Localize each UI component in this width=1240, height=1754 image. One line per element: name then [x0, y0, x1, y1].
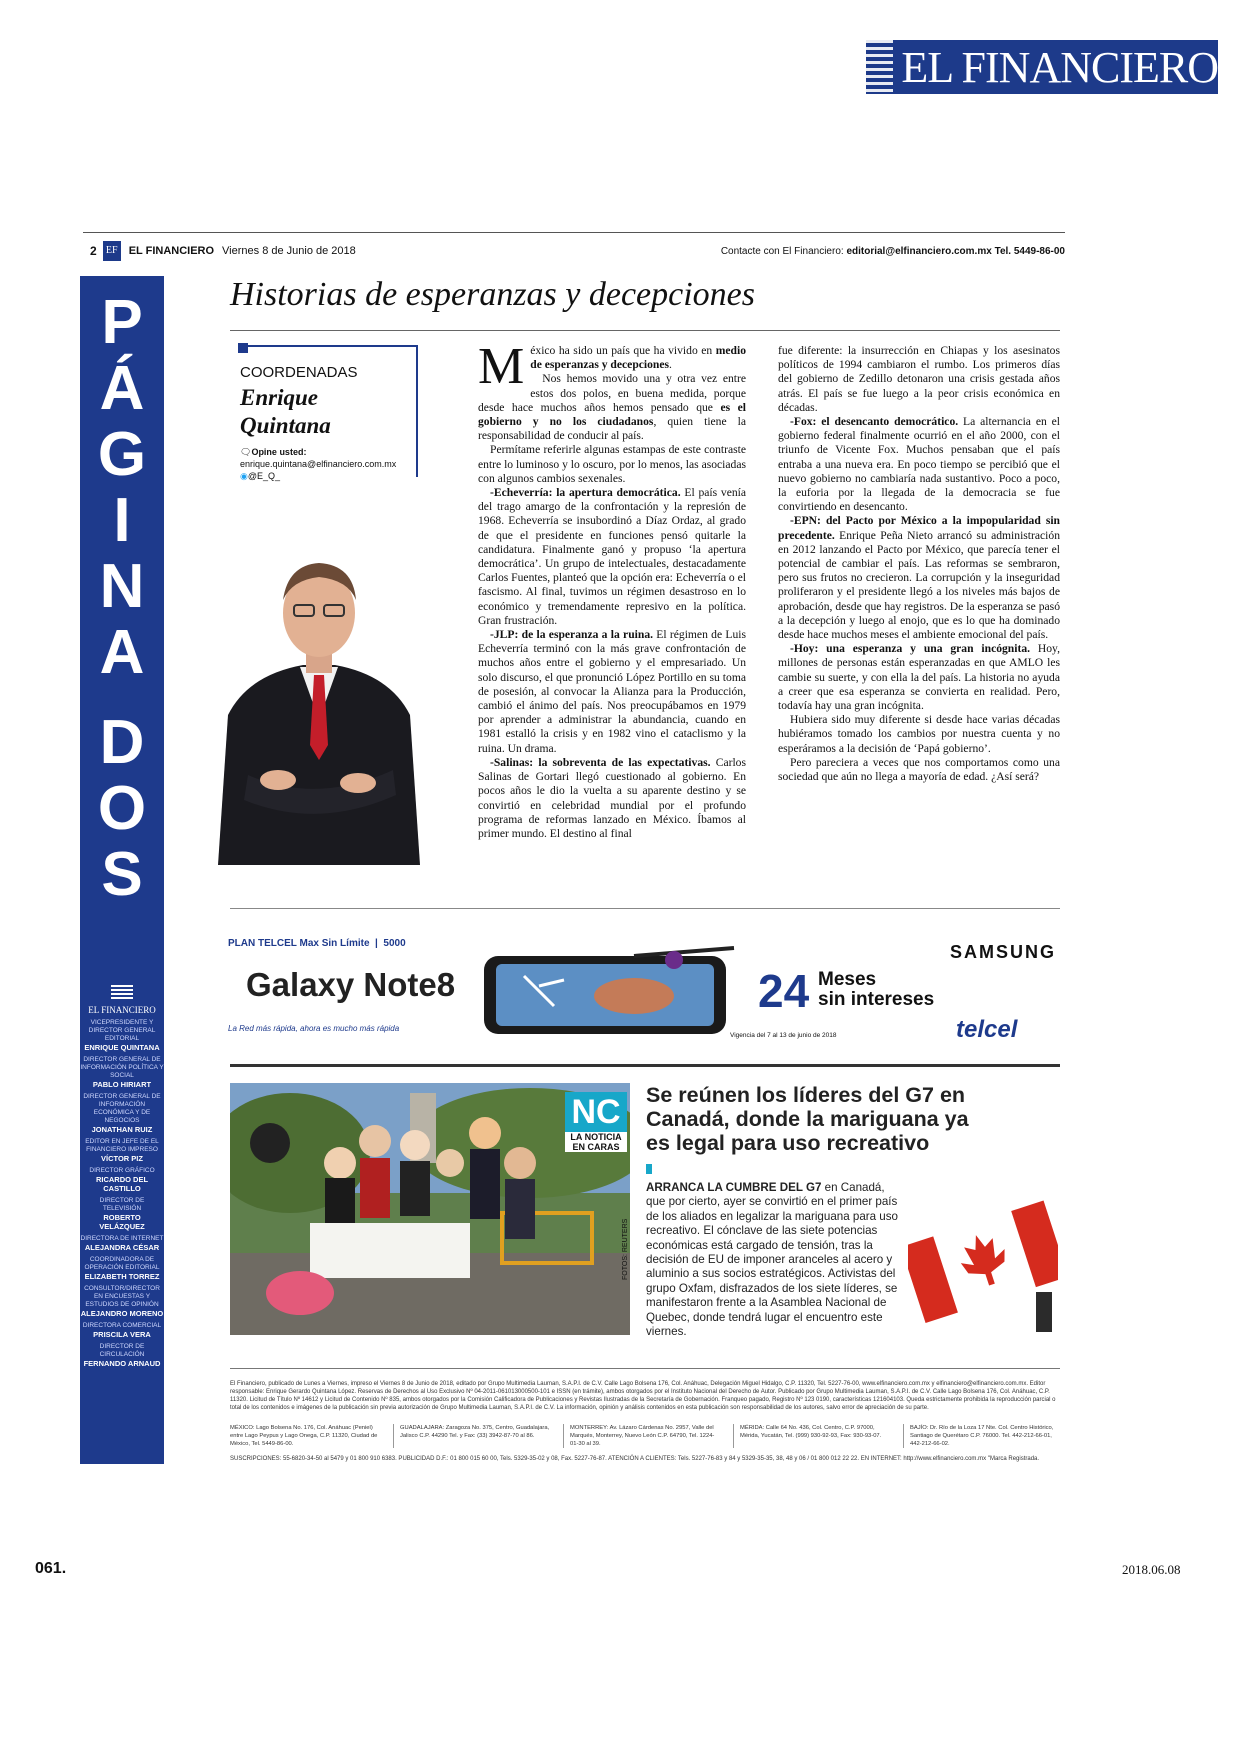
footer-rule: [230, 1368, 1060, 1369]
article-paragraph: -EPN: del Pacto por México a la impopularidad sin precedente. Enrique Peña Nieto arrancó su administración en 2012 lanzando el Pacto por México, que parecía tener el potencial de cambiar el país. Las reformas se sembraron, pero sus frutos no crecieron. La corrupción y la inseguridad proliferaron y el presidente llegó a los niveles más bajos de aprobación, desde que hay registros. De la esperanza se pasó a la decepción y luego al enojo, que es lo que ha dominado desde hace muchos meses el ambiente emocional del país.: [778, 514, 1060, 642]
staff-role: VICEPRESIDENTE Y DIRECTOR GENERAL EDITORIAL: [88, 1019, 156, 1042]
office-addresses: [230, 1424, 1060, 1448]
article-paragraph: -Fox: el desencanto democrático. La alternancia en el gobierno federal finalmente ocurrió en el año 2000, con el triunfo de Vicente Fox. Muchos pensaban que el país entraba a una nueva era. En poco tiempo se percibió que el nuevo gobierno no cambiaría nada sustantivo. Poco a poco, la euforia por la llegada de la democracia se fue convirtiendo en desencanto.: [778, 415, 1060, 514]
staff-role: DIRECTOR GRÁFICO: [89, 1167, 155, 1174]
article-paragraph: fue diferente: la insurrección en Chiapas y los asesinatos políticos de 1994 cambiaron el rumbo. Los primeros días del gobierno de Zedillo detonaron una crisis gestada años atrás. El país se fue luego a la peor crisis económica en décadas.: [778, 344, 1060, 414]
author-email: enrique.quintana@elfinanciero.com.mx: [240, 459, 397, 469]
masthead-title: EL FINANCIERO: [901, 42, 1218, 92]
headline-rule: [230, 330, 1060, 331]
canada-flag-image: [908, 1182, 1058, 1332]
g7-marker: [646, 1164, 652, 1174]
nc-badge-label: NC: [565, 1092, 627, 1132]
ef-logo: EF: [103, 241, 121, 261]
article-paragraph: Pero pareciera a veces que nos comportamos como una sociedad que aún no llega a mayoría de edad. ¿Así será?: [778, 755, 1060, 784]
staff-name: FERNANDO ARNAUD: [83, 1359, 161, 1368]
article-paragraph: éxico ha sido un país que ha vivido en medio de esperanzas y decepciones.: [530, 344, 746, 372]
sidebar-title-letter: O: [97, 774, 147, 843]
section-rule: [230, 908, 1060, 909]
clip-date: 2018.06.08: [1122, 1562, 1181, 1577]
staff-name: ELIZABETH TORREZ: [84, 1272, 160, 1281]
sidebar-title-letter: G: [97, 420, 147, 489]
header-contact: [721, 246, 1065, 257]
sidebar-title-letter: D: [99, 708, 145, 777]
article-headline: Historias de esperanzas y decepciones: [230, 276, 756, 313]
sidebar-title-letter: I: [113, 486, 131, 555]
article-column-1: [478, 338, 747, 841]
sidebar-title-letter: P: [101, 288, 143, 357]
author-contact: [240, 446, 396, 482]
photo-credit: FOTOS: REUTERS: [622, 1218, 629, 1280]
sidebar-title-letter: N: [99, 552, 145, 621]
telcel-ad: [228, 928, 1058, 1046]
g7-body: [646, 1181, 898, 1339]
staff-name: JONATHAN RUIZ: [91, 1125, 153, 1134]
article-paragraph: -Echeverría: la apertura democrática. El país venía del trago amargo de la confrontación y la represión de 1968. Echeverría se insubordinó a Díaz Ordaz, al grado de que el presidente en funciones pensó quitarle la candidatura. Finalmente ganó y propuso ‘la apertura democrática’. Un grupo de intelectuales, destacadamente Carlos Fuentes, planteó que la opción era: Echeverría o el fascismo. Al final, tuvimos un régimen desastroso en lo económico y tremendamente represivo en la política. Gran frustración.: [478, 486, 747, 627]
legal-notice: El Financiero, publicado de Lunes a Viernes, impreso el Viernes 8 de Junio de 2018, editado por Grupo Multimedia Lauman, S.A.P.I. de C.V. Calle Lago Bolsena 176, Col. Anáhuac, Delegación Miguel Hidalgo, C.P. 11320, Tel. 5227-76-00, www.elfinanciero.com.mx y elfinanciero@elfinanciero.com.mx. Editor responsable: Enrique Gerardo Quintana López. Reservas de Derechos al Uso Exclusivo Nº 04-2011-061013000500-101 e ISSN (en trámite), ambos otorgados por el Instituto Nacional del Derecho de Autor. Publicado por Grupo Multimedia Lauman, S.A.P.I. de C.V. Calle Lago Bolsena 176, Col. Anáhuac, C.P. 11320. Licitud de Título Nº 14612 y Licitud de Contenido Nº 835, ambos otorgados por la Comisión Calificadora de Publicaciones y Revistas Ilustradas de la Secretaría de Gobernación. Franqueo pagado, Registro Nº 123 0190, características 121604103. Queda estrictamente prohibida la reproducción parcial o total de los contenidos e imágenes de la publicación sin previa autorización de Grupo Multimedia Lauman, S.A.P.I. de C.V. La información, opinión y análisis contenidos en esta publicación son responsabilidad de los autores, salvo error de apreciación de su parte.: [230, 1381, 1056, 1411]
header-brand: EL FINANCIERO: [128, 245, 215, 257]
staff-name: ALEJANDRA CÉSAR: [84, 1243, 160, 1252]
staff-role: DIRECTOR DE CIRCULACIÓN: [99, 1343, 145, 1358]
contact-email: editorial@elfinanciero.com.mx: [846, 245, 992, 257]
author-first-name: Enrique: [240, 385, 318, 410]
staff-logo-icon: [111, 985, 133, 1001]
contact-prefix: Contacte con El Financiero:: [720, 245, 844, 257]
staff-role: DIRECTORA DE INTERNET: [80, 1235, 164, 1242]
author-portrait: [208, 545, 430, 865]
staff-role: EDITOR EN JEFE DE EL FINANCIERO IMPRESO: [85, 1138, 159, 1153]
staff-role: DIRECTOR DE TELEVISIÓN: [99, 1197, 145, 1212]
staff-name: PRISCILA VERA: [93, 1330, 151, 1339]
opine-label: Opine usted:: [251, 447, 307, 457]
staff-name: VÍCTOR PIZ: [101, 1154, 143, 1163]
ad-validity: Vigencia del 7 al 13 de junio de 2018: [730, 1032, 837, 1039]
sidebar-title: [80, 290, 164, 908]
g7-lead: ARRANCA LA CUMBRE DEL G7: [646, 1181, 822, 1194]
staff-name: RICARDO DEL CASTILLO: [95, 1175, 149, 1193]
article-paragraph: Permítame referirle algunas estampas de este contraste entre lo luminoso y lo oscuro, por lo menos, las asociadas con algunos cambios sexenales.: [478, 443, 746, 485]
contact-tel: Tel. 5449-86-00: [994, 245, 1065, 257]
author-box-marker: [238, 343, 248, 353]
sidebar-title-letter: Á: [99, 354, 145, 423]
staff-name: PABLO HIRIART: [92, 1080, 152, 1089]
staff-role: COORDINADORA DE OPERACIÓN EDITORIAL: [84, 1256, 160, 1271]
staff-role: DIRECTORA COMERCIAL: [82, 1322, 162, 1329]
masthead: [866, 40, 1218, 94]
comment-icon: 🗨: [240, 447, 252, 457]
staff-brand: EL FINANCIERO: [88, 1005, 156, 1015]
ad-product: Galaxy Note8: [246, 966, 456, 1003]
article-paragraph: -Hoy: una esperanza y una gran incógnita. Hoy, millones de personas están esperanzadas en que AMLO les cambie su suerte, y con ella la del país. La historia no ayuda a creer que esa esperanza se convierta en realidad. Pero, todavía hay una gran incógnita.: [778, 642, 1060, 713]
phone-image: [484, 946, 744, 1038]
article-paragraph: Hubiera sido muy diferente si desde hace varias décadas hubiéramos tomado los cambios por nuestra cuenta y no esperáramos a la decisión de ‘Papá gobierno’.: [778, 713, 1060, 755]
masthead-logo-icon: [866, 40, 893, 94]
nc-badge-caption: LA NOTICIA EN CARAS: [565, 1132, 627, 1152]
telcel-logo: telcel: [956, 1016, 1018, 1043]
sidebar-title-letter: A: [99, 618, 145, 687]
author-twitter: @E_Q_: [247, 471, 281, 481]
samsung-logo: SAMSUNG: [950, 942, 1057, 962]
header-rule: [83, 232, 1065, 233]
article-paragraph: -Salinas: la sobreventa de las expectativas. Carlos Salinas de Gortari llegó cuestionado al gobierno. En pocos años le dio la vuelta a su aparente destino y se convirtió en celebridad mundial por el profundo programa de reformas lanzado en México. Íbamos al primer mundo. El destino al final: [478, 755, 746, 840]
article-paragraph: Nos hemos movido una y otra vez entre estos dos polos, en buena medida, porque desde hace muchos años hemos pensado que es el gobierno y no los ciudadanos, quien tiene la responsabilidad de conducir al país.: [478, 372, 746, 443]
office-address: MÉRIDA: Calle 64 No. 436, Col. Centro, C.P. 97000, Mérida, Yucatán, Tel. (999) 930-92-93, Fax: 930-93-07.: [733, 1424, 890, 1448]
author-last-name: Quintana: [240, 413, 331, 438]
twitter-icon: ◉: [240, 471, 248, 481]
article-column-2: [778, 344, 1060, 784]
header-date: Viernes 8 de Junio de 2018: [222, 245, 356, 257]
article-paragraph: -JLP: de la esperanza a la ruina. El régimen de Luis Echeverría terminó con la más grave confrontación de muchos años entre el gobierno y el empresariado. Un solo discurso, el que pronunció López Portillo en su toma de posesión, al convocar la Alianza para la Producción, cambió el ánimo del país. Nos preocupábamos en 1979 por aprender a administrar la abundancia, cuando en 1981 estalló la crisis y en 1982 vino el cataclismo y la ruina. Un drama.: [478, 628, 746, 755]
office-address: GUADALAJARA: Zaragoza No. 375, Centro, Guadalajara, Jalisco C.P. 44290 Tel. y Fax: (33) 3942-87-70 al 86.: [393, 1424, 550, 1448]
staff-role: DIRECTOR GENERAL DE INFORMACIÓN ECONÓMICA Y DE NEGOCIOS: [83, 1093, 161, 1124]
nc-badge: [565, 1092, 627, 1154]
subscriptions-info: SUSCRIPCIONES: 55-6820-34-50 al 5479 y 01 800 910 6383. PUBLICIDAD D.F.: 01 800 015 60 00, Tels. 5329-35-02 y 08, Fax. 5227-76-87. ATENCIÓN A CLIENTES: Tels. 5227-76-83 y 84 y 5329-35-35, 38, 48 y 06 / 01 800 012 22 22. EN INTERNET: http://www.elfinanciero.com.mx ''Marca Registrada.: [230, 1456, 1040, 1462]
sidebar-title-letter: S: [101, 840, 143, 909]
ad-months-text: Meses sin intereses: [818, 969, 935, 1010]
author-name: [240, 384, 331, 440]
clip-number: 061.: [35, 1560, 67, 1577]
staff-role: DIRECTOR GENERAL DE INFORMACIÓN POLÍTICA Y SOCIAL: [80, 1056, 164, 1079]
g7-headline: Se reúnen los líderes del G7 en Canadá, donde la mariguana ya es legal para uso recreativo: [646, 1083, 969, 1155]
staff-name: ALEJANDRO MORENO: [80, 1309, 164, 1318]
staff-directory: [80, 985, 164, 1368]
office-address: BAJÍO: Dr. Río de la Loza 17 Nte. Col. Centro Histórico, Santiago de Querétaro C.P. 76000. Tel. 442-212-66-01, 442-212-66-02.: [903, 1424, 1060, 1448]
staff-role: CONSULTOR/DIRECTOR EN ENCUESTAS Y ESTUDIOS DE OPINIÓN: [84, 1285, 160, 1308]
page-header: [90, 240, 1065, 262]
ad-plan: PLAN TELCEL Max Sin Límite | 5000: [228, 938, 406, 949]
ad-months-number: 24: [758, 965, 810, 1017]
column-name: COORDENADAS: [240, 364, 358, 381]
section-rule-thick: [230, 1064, 1060, 1067]
page-number: 2: [90, 244, 97, 258]
staff-name: ROBERTO VELÁZQUEZ: [99, 1213, 145, 1231]
g7-text: en Canadá, que por cierto, ayer se convirtió en el primer país de los aliados en legalizar la mariguana para uso recreativo. El cónclave de las siete potencias económicas está cargado de tensión, tras la decisión de EU de imponer aranceles al acero y aluminio a sus socios estratégicos. Activistas del grupo Oxfam, disfrazados de los siete líderes, se manifestaron frente a la Asamblea Nacional de Quebec, donde tendrá lugar el encuentro este viernes.: [646, 1181, 898, 1339]
office-address: MÉXICO: Lago Bolsena No. 176, Col. Anáhuac (Peniel) entre Lago Peypus y Lago Onega, C.P. 11320, Ciudad de México, Tel. 5449-86-00.: [230, 1425, 378, 1447]
ad-slogan: La Red más rápida, ahora es mucho más rápida: [228, 1024, 400, 1033]
office-address: MONTERREY: Av. Lázaro Cárdenas No. 2957, Valle del Marqués, Monterrey, Nuevo León C.P. 64790, Tel. 1224-01-30 al 39.: [563, 1424, 720, 1448]
staff-name: ENRIQUE QUINTANA: [84, 1043, 160, 1052]
drop-cap: M: [478, 338, 525, 395]
